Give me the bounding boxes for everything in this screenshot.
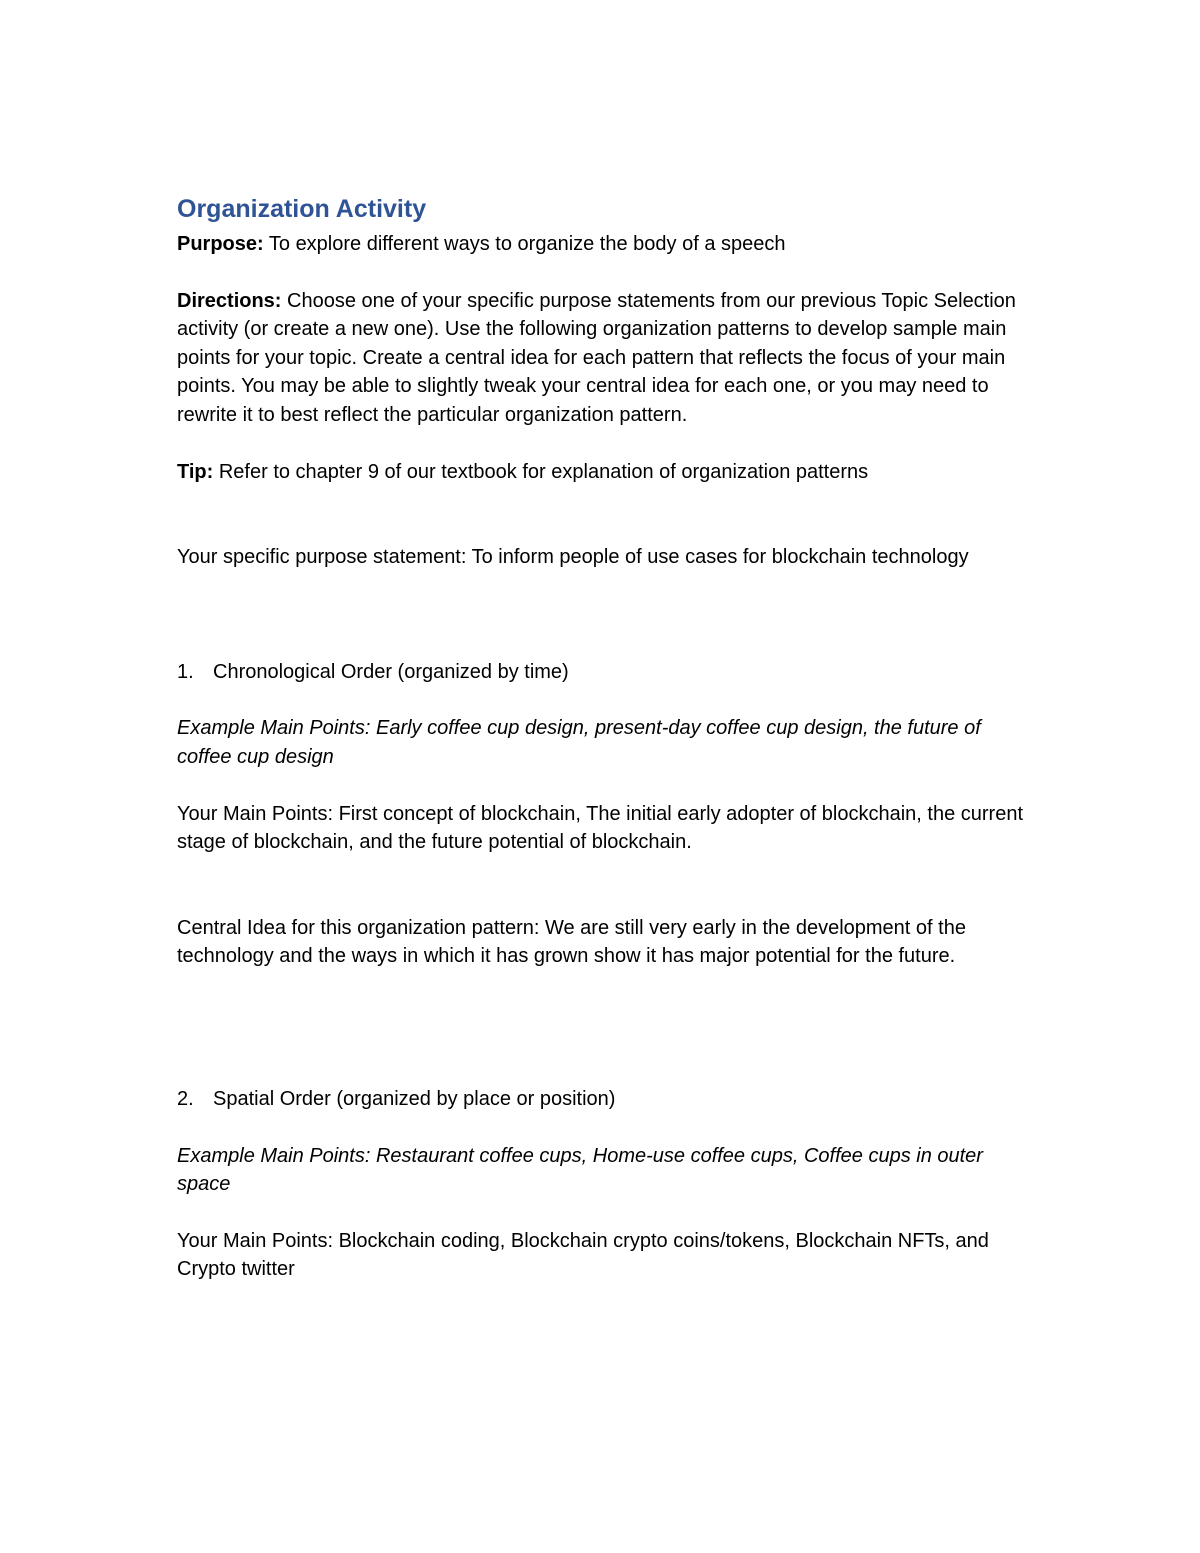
section-2-title: Spatial Order (organized by place or position) (213, 1087, 616, 1110)
directions-text: Choose one of your specific purpose statements from our previous Topic Selection activity (or create a new one). Use the following organization patterns to develop sample main points for your topic. Create a central idea for each pattern that reflects the focus of your main points. You may be able to slightly tweak your central idea for each one, or you may need to rewrite it to best reflect the particular organization pattern. (177, 289, 1016, 426)
section-1-number: 1. (177, 660, 194, 683)
section-1-example: Example Main Points: Early coffee cup design, present-day coffee cup design, the future of coffee cup design (177, 717, 981, 768)
tip-paragraph (177, 458, 1037, 487)
section-2-number: 2. (177, 1087, 194, 1110)
document-title: Organization Activity (177, 195, 427, 223)
section-1-heading (177, 658, 1037, 687)
tip-text: Refer to chapter 9 of our textbook for explanation of organization patterns (213, 460, 869, 483)
directions-label: Directions: (177, 289, 282, 312)
section-1-title: Chronological Order (organized by time) (213, 660, 569, 683)
tip-label: Tip: (177, 460, 214, 483)
section-1-central-idea: Central Idea for this organization pattern: We are still very early in the development of the technology and the ways in which it has grown show it has major potential for the future. (177, 916, 966, 968)
section-2-main-points: Your Main Points: Blockchain coding, Blockchain crypto coins/tokens, Blockchain NFTs, and Crypto twitter (177, 1229, 989, 1281)
purpose-paragraph (177, 230, 1037, 259)
purpose-text: To explore different ways to organize the body of a speech (263, 233, 786, 255)
section-1-main-points: Your Main Points: First concept of blockchain, The initial early adopter of blockchain, the current stage of blockchain, and the future potential of blockchain. (177, 802, 1024, 854)
section-2-example: Example Main Points: Restaurant coffee cups, Home-use coffee cups, Coffee cups in outer space (177, 1144, 983, 1196)
directions-paragraph (177, 287, 1037, 430)
purpose-label: Purpose: (177, 233, 264, 255)
section-2-heading (177, 1085, 1037, 1114)
document-body (177, 192, 1037, 1284)
specific-purpose-statement: Your specific purpose statement: To inform people of use cases for blockchain technology (177, 546, 969, 569)
